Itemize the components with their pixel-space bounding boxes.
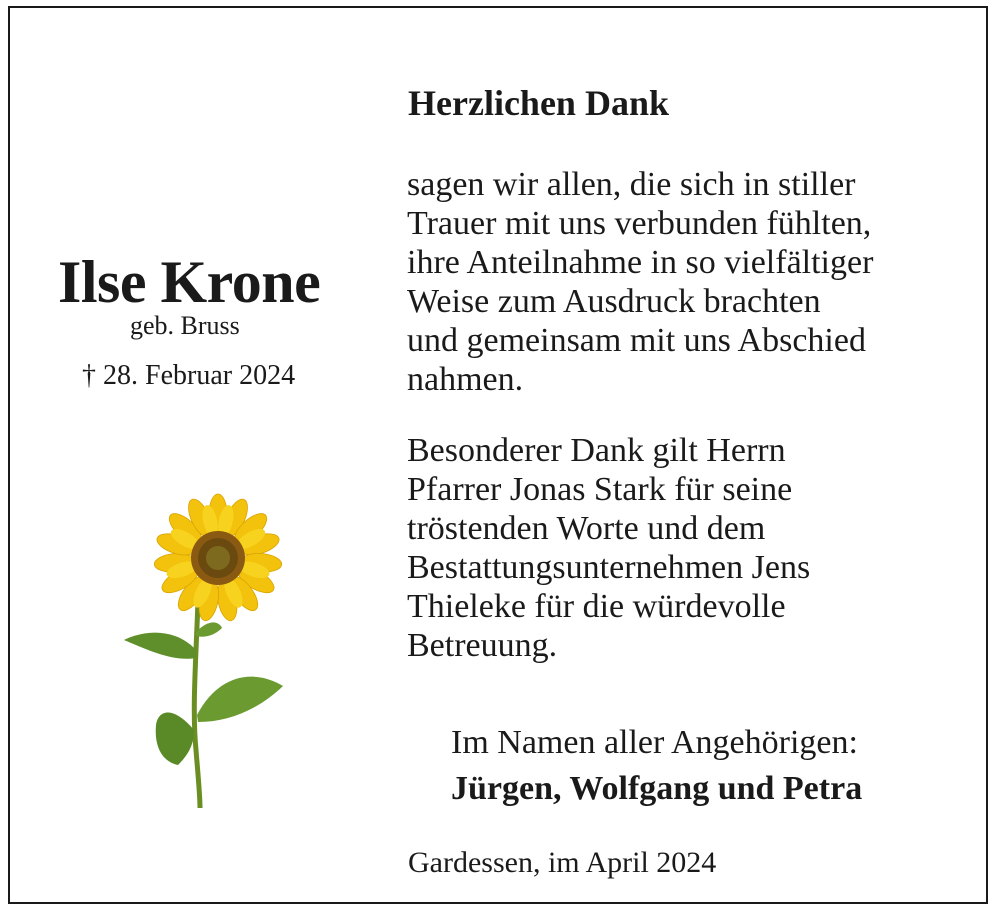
- paragraph-line: ihre Anteilnahme in so vielfältiger: [407, 244, 874, 281]
- paragraph-line: Pfarrer Jonas Stark für seine: [407, 471, 793, 508]
- obituary-card: [8, 6, 988, 904]
- thanks-paragraph-2: [407, 431, 947, 665]
- death-date: † 28. Februar 2024: [82, 360, 296, 391]
- paragraph-line: sagen wir allen, die sich in stiller: [407, 166, 856, 203]
- paragraph-line: Bestattungsunternehmen Jens: [407, 549, 811, 586]
- on-behalf-line: Im Namen aller Angehörigen:: [451, 724, 858, 761]
- thanks-paragraph-1: [407, 165, 987, 399]
- deceased-name: Ilse Krone: [58, 249, 321, 315]
- sunflower-icon: [118, 490, 288, 812]
- thanks-heading: Herzlichen Dank: [408, 83, 669, 123]
- place-date: Gardessen, im April 2024: [408, 846, 717, 879]
- paragraph-line: nahmen.: [407, 361, 524, 398]
- birth-name: geb. Bruss: [130, 311, 240, 340]
- signers: Jürgen, Wolfgang und Petra: [451, 770, 863, 807]
- paragraph-line: Thieleke für die würdevolle: [407, 588, 786, 625]
- paragraph-line: tröstenden Worte und dem: [407, 510, 766, 547]
- paragraph-line: Weise zum Ausdruck brachten: [407, 283, 821, 320]
- paragraph-line: Besonderer Dank gilt Herrn: [407, 432, 786, 469]
- paragraph-line: Trauer mit uns verbunden fühlten,: [407, 205, 872, 242]
- paragraph-line: und gemeinsam mit uns Abschied: [407, 322, 866, 359]
- paragraph-line: Betreuung.: [407, 627, 558, 664]
